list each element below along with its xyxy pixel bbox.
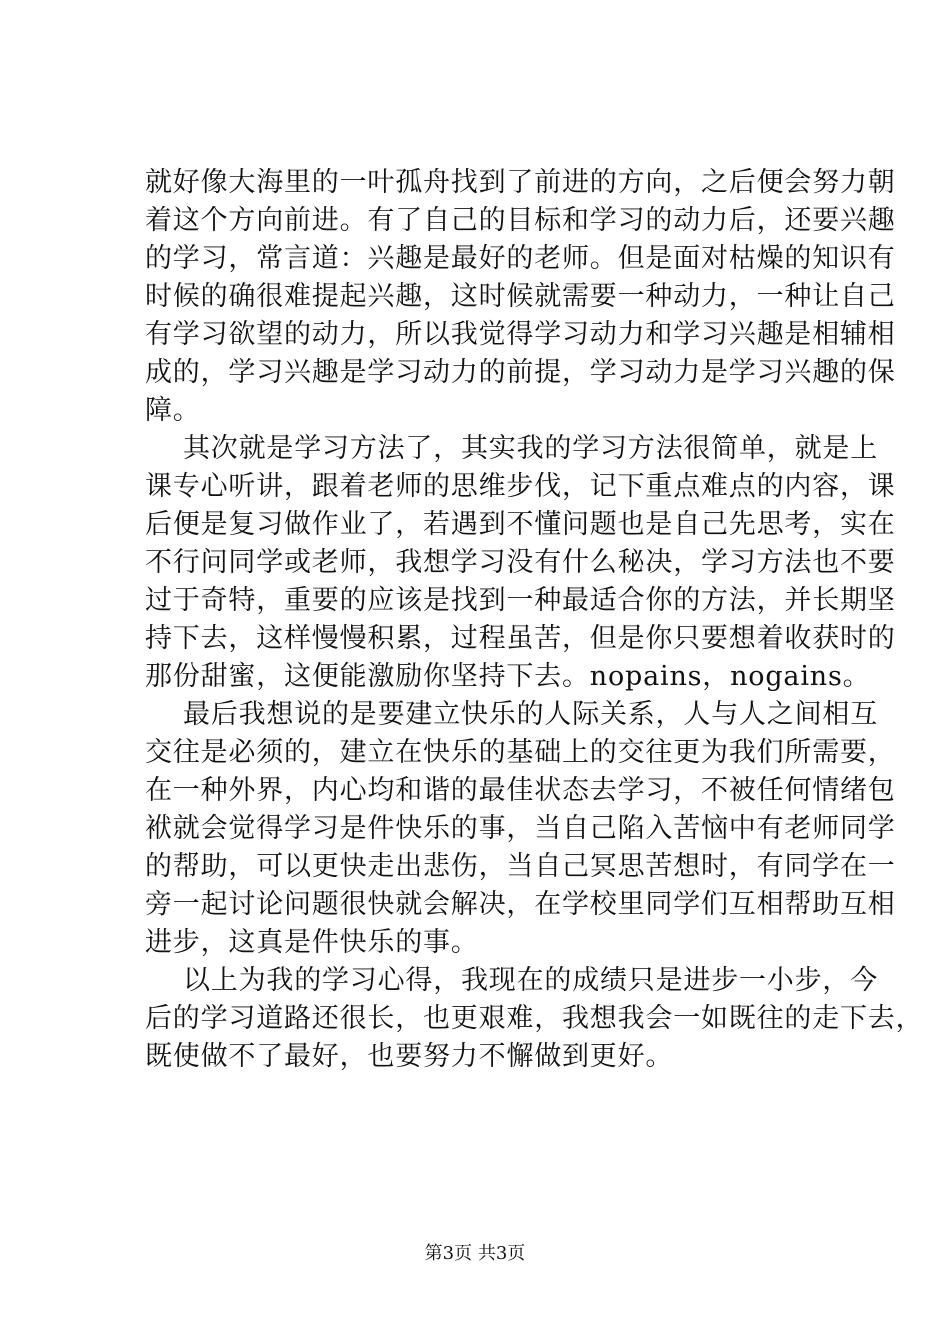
paragraph-4 <box>145 962 924 1076</box>
paragraph-1 <box>145 164 896 430</box>
text-line: 持下去，这样慢慢积累，过程虽苦，但是你只要想着收获时的 <box>145 623 896 654</box>
text-line: 最后我想说的是要建立快乐的人际关系，人与人之间相互 <box>183 699 878 730</box>
text-line: 成的，学习兴趣是学习动力的前提，学习动力是学习兴趣的保 <box>145 357 896 388</box>
text-line: 课专心听讲，跟着老师的思维步伐，记下重点难点的内容，课 <box>145 471 896 502</box>
text-line: 的学习，常言道：兴趣是最好的老师。但是面对枯燥的知识有 <box>145 243 896 274</box>
text-line: 的帮助，可以更快走出悲伤，当自己冥思苦想时，有同学在一 <box>145 851 896 882</box>
text-line: 着这个方向前进。有了自己的目标和学习的动力后，还要兴趣 <box>145 205 896 236</box>
text-line: 在一种外界，内心均和谐的最佳状态去学习，不被任何情绪包 <box>145 775 896 806</box>
body-text <box>145 164 924 1076</box>
paragraph-3 <box>145 696 896 962</box>
text-line: 有学习欲望的动力，所以我觉得学习动力和学习兴趣是相辅相 <box>145 319 896 350</box>
text-line: 后便是复习做作业了，若遇到不懂问题也是自己先思考，实在 <box>145 509 896 540</box>
text-line: 就好像大海里的一叶孤舟找到了前进的方向，之后便会努力朝 <box>145 167 896 198</box>
text-line: 旁一起讨论问题很快就会解决，在学校里同学们互相帮助互相 <box>145 889 896 920</box>
text-line: 时候的确很难提起兴趣，这时候就需要一种动力，一种让自己 <box>145 281 896 312</box>
text-line: 交往是必须的，建立在快乐的基础上的交往更为我们所需要， <box>145 737 896 768</box>
text-line: 袱就会觉得学习是件快乐的事，当自己陷入苦恼中有老师同学 <box>145 813 896 844</box>
text-line: 过于奇特，重要的应该是找到一种最适合你的方法，并长期坚 <box>145 585 896 616</box>
text-line: 进步，这真是件快乐的事。 <box>145 927 479 958</box>
text-line: 障。 <box>145 395 201 426</box>
paragraph-2 <box>145 430 896 696</box>
text-line: 不行问同学或老师，我想学习没有什么秘决，学习方法也不要 <box>145 547 896 578</box>
text-line: 那份甜蜜，这便能激励你坚持下去。nopains，nogains。 <box>145 661 871 692</box>
text-line: 既使做不了最好，也要努力不懈做到更好。 <box>145 1041 674 1072</box>
text-line: 后的学习道路还很长，也更艰难，我想我会一如既往的走下去， <box>145 1003 924 1034</box>
text-line: 其次就是学习方法了，其实我的学习方法很简单，就是上 <box>183 433 878 464</box>
text-line: 以上为我的学习心得，我现在的成绩只是进步一小步，今 <box>183 965 878 996</box>
page-number-footer: 第3页 共3页 <box>424 1243 526 1264</box>
